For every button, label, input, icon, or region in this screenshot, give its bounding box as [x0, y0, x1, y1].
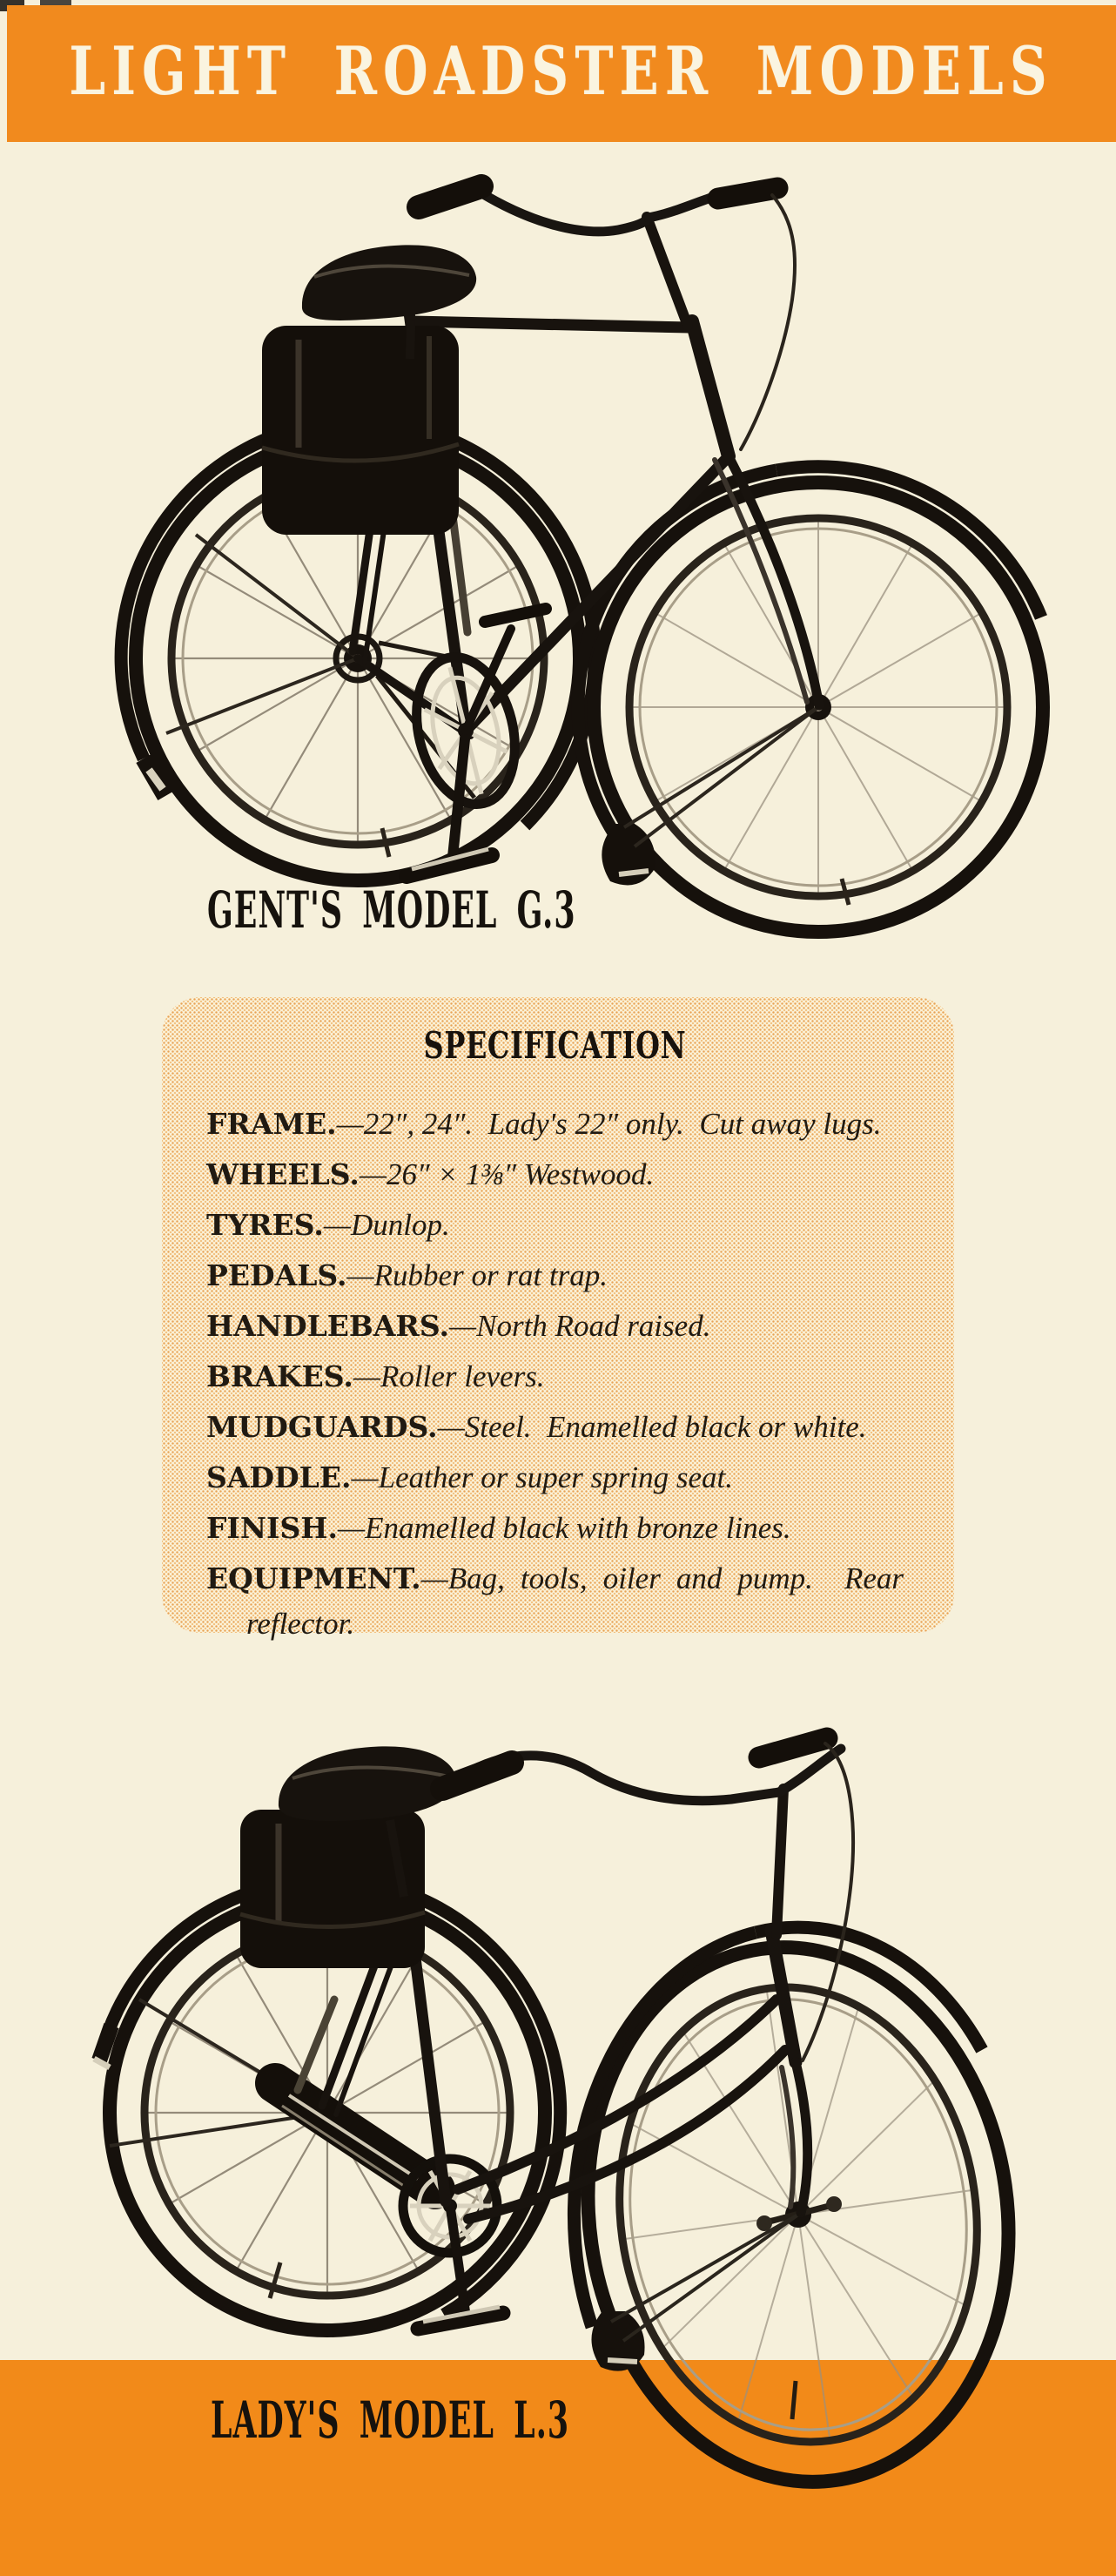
spec-list	[206, 1102, 904, 1647]
specification-box	[162, 997, 954, 1642]
spec-item-handlebars: HANDLEBARS.—North Road raised.	[206, 1309, 711, 1344]
header-banner	[7, 5, 1116, 142]
spec-item-wheels: WHEELS.—26″ × 1⅜″ Westwood.	[206, 1157, 655, 1192]
spec-item-saddle: SADDLE.—Leather or super spring seat.	[206, 1460, 734, 1495]
spec-item-finish: FINISH.—Enamelled black with bronze lines.	[206, 1511, 791, 1546]
page-title: LIGHT ROADSTER MODELS	[69, 31, 1054, 110]
spec-item-frame: FRAME.—22″, 24″. Lady's 22″ only. Cut away lugs.	[206, 1107, 882, 1142]
spec-item-brakes: BRAKES.—Roller levers.	[206, 1359, 545, 1394]
spec-item-equipment: EQUIPMENT.—Bag, tools, oiler and pump. Rear reflector.	[206, 1561, 904, 1642]
spec-item-pedals: PEDALS.—Rubber or rat trap.	[206, 1258, 608, 1293]
spec-item-tyres: TYRES.—Dunlop.	[206, 1208, 450, 1243]
ladys-saddle-bag	[240, 1810, 425, 1968]
spec-heading: SPECIFICATION	[423, 1024, 687, 1067]
gents-saddle-bag	[262, 326, 459, 535]
spec-item-mudguards: MUDGUARDS.—Steel. Enamelled black or white.	[206, 1410, 867, 1445]
gents-bike-figure	[83, 169, 1101, 953]
ladys-model-caption: LADY'S MODEL L.3	[211, 2391, 570, 2450]
gents-bicycle-illustration-icon	[83, 169, 1101, 953]
gents-model-caption: GENT'S MODEL G.3	[207, 880, 576, 940]
